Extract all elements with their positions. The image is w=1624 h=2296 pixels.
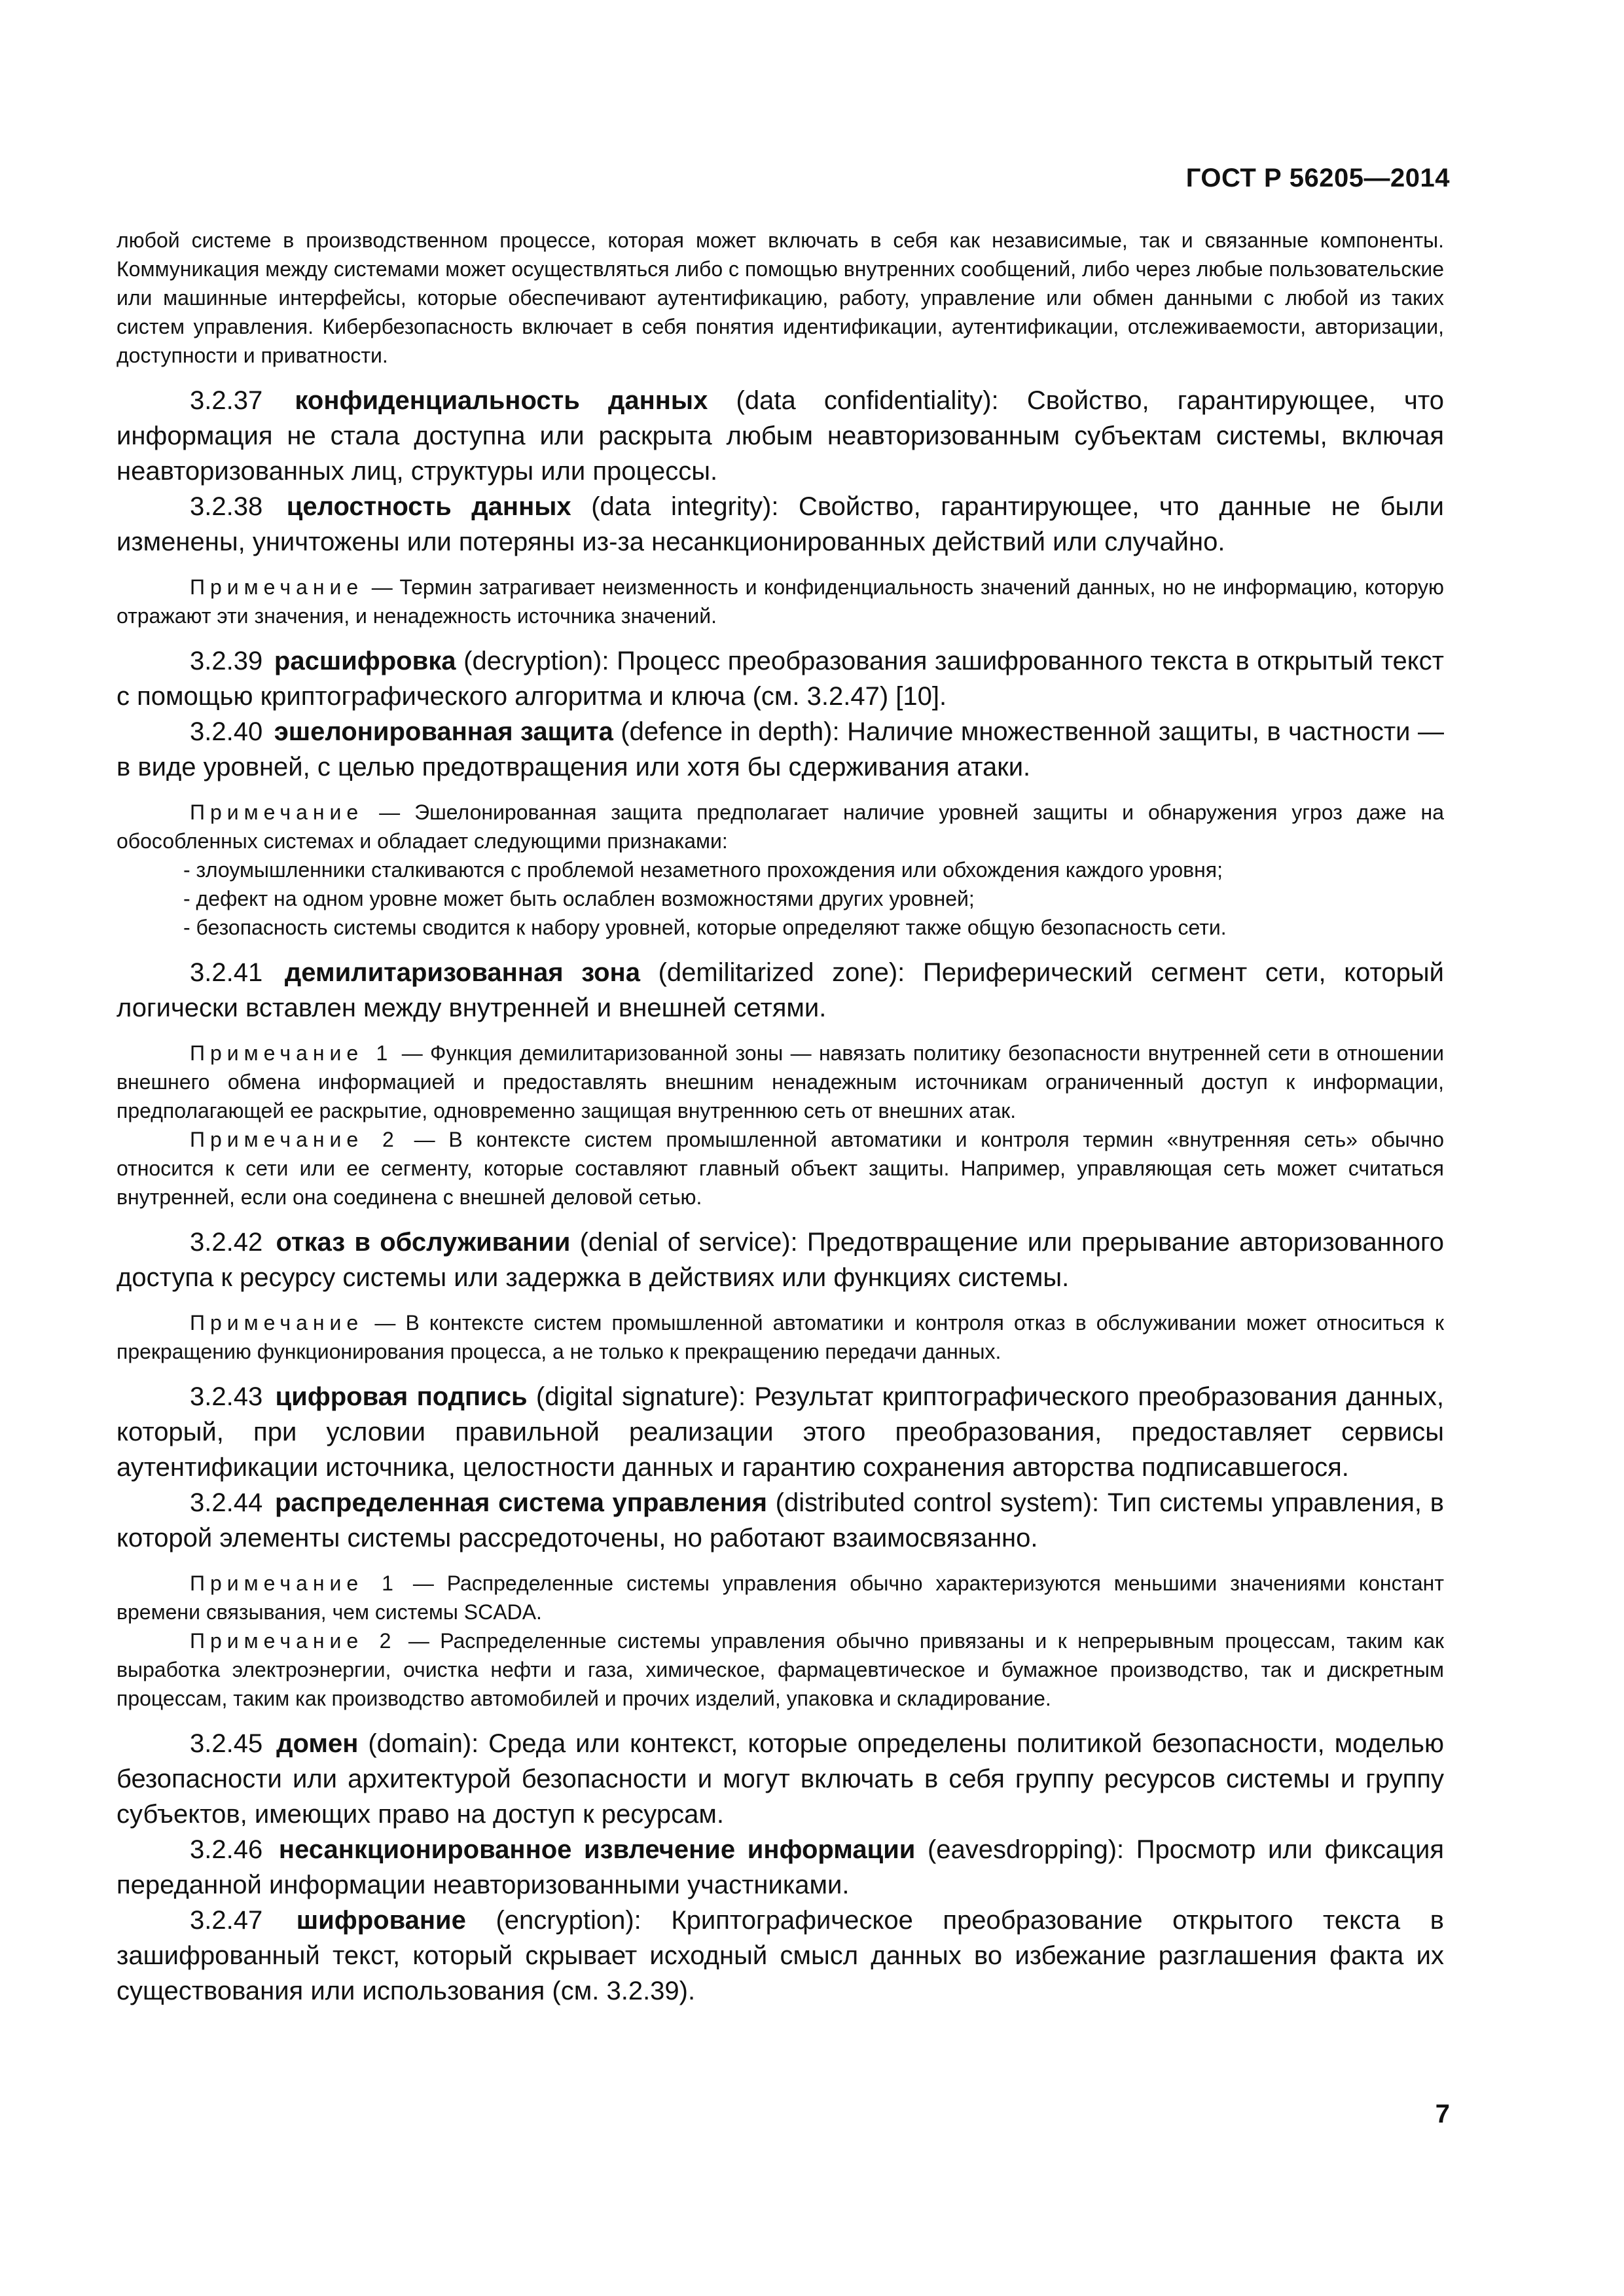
list-item: - злоумышленники сталкиваются с проблемой незаметного прохождения или обхождения каждого уровня; [183,858,1223,882]
term-name: целостность данных [286,492,571,521]
standard-header: ГОСТ Р 56205—2014 [1185,164,1450,192]
note-label: Примечание 2 [190,1128,399,1151]
page-body [117,226,1444,2009]
note-3-2-40 [117,798,1444,855]
term-name: распределенная система управления [274,1488,767,1517]
note-label: Примечание [190,575,364,599]
term-name: демилитаризованная зона [284,958,640,987]
term-number: 3.2.40 [190,717,263,746]
term-name: цифровая подпись [275,1382,528,1411]
term-number: 3.2.43 [190,1382,263,1411]
note-text: — В контексте систем промышленной автоматики и контроля отказ в обслуживании может относиться к прекращению функционирования процесса, а не только к прекращению передачи данных. [117,1311,1444,1363]
term-3-2-47 [117,1903,1444,2009]
term-number: 3.2.44 [190,1488,263,1517]
term-definition: (data integrity): Свойство, гарантирующее, что данные не были изменены, уничтожены или потеряны из-за несанкционированных действий или случайно. [117,492,1444,556]
term-3-2-38 [117,489,1444,560]
term-3-2-44 [117,1485,1444,1556]
note-3-2-38 [117,573,1444,630]
term-name: отказ в обслуживании [276,1228,571,1257]
term-definition: (data confidentiality): Свойство, гарантирующее, что информация не стала доступна или раскрыта любым неавторизованным субъектам системы, включая неавторизованных лиц, структуры или процессы. [117,386,1444,486]
term-number: 3.2.37 [190,386,263,415]
term-definition: (distributed control system): Тип системы управления, в которой элементы системы рассредоточены, но работают взаимосвязанно. [117,1488,1444,1552]
term-name: несанкционированное извлечение информации [278,1835,916,1864]
intro-paragraph: любой системе в производственном процессе, которая может включать в себя как независимые, так и связанные компоненты. Коммуникация между системами может осуществляться либо с помощью внутренних сообщений, либо через любые пользовательские или машинные интерфейсы, которые обеспечивают аутентификацию, работу, управление или обмен данными с любой из таких систем управления. Кибербезопасность включает в себя понятия идентификации, аутентификации, отслеживаемости, авторизации, доступности и приватности. [117,228,1444,367]
note-text: — Функция демилитаризованной зоны — навязать политику безопасности внутренней сети в отношении внешнего обмена информацией и предоставлять внешним ненадежным источникам ограниченный доступ к информации, предполагающей ее раскрытие, одновременно защищая внутреннюю сеть от внешних атак. [117,1041,1445,1122]
term-3-2-41 [117,955,1444,1026]
term-name: эшелонированная защита [274,717,613,746]
note-1-3-2-44 [117,1569,1444,1626]
term-number: 3.2.46 [190,1835,263,1864]
term-3-2-46 [117,1832,1444,1903]
note-3-2-42 [117,1308,1444,1366]
term-3-2-37 [117,383,1444,489]
note-text: — Термин затрагивает неизменность и конфиденциальность значений данных, но не информацию, которую отражают эти значения, и ненадежность источника значений. [117,575,1444,628]
term-definition: (demilitarized zone): Периферический сегмент сети, который логически вставлен между внутренней и внешней сетями. [117,958,1444,1022]
term-definition: (denial of service): Предотвращение или прерывание авторизованного доступа к ресурсу системы или задержка в действиях или функциях системы. [117,1228,1444,1292]
term-3-2-42 [117,1225,1444,1295]
term-3-2-45 [117,1726,1444,1832]
term-3-2-43 [117,1379,1444,1485]
term-definition: (decryption): Процесс преобразования зашифрованного текста в открытый текст с помощью криптографического алгоритма и ключа (см. 3.2.47) [10]. [117,647,1444,711]
term-name: домен [276,1729,359,1758]
term-definition: (domain): Среда или контекст, которые определены политикой безопасности, моделью безопасности или архитектурой безопасности и могут включать в себя группу ресурсов системы и группу субъектов, имеющих право на доступ к ресурсам. [117,1729,1444,1829]
list-item: - дефект на одном уровне может быть ослаблен возможностями других уровней; [183,887,975,910]
term-number: 3.2.45 [190,1729,263,1758]
note-label: Примечание 1 [190,1041,393,1065]
term-3-2-40 [117,714,1444,785]
note-text: — Эшелонированная защита предполагает наличие уровней защиты и обнаружения угроз даже на обособленных системах и обладает следующими признаками: [117,800,1444,853]
term-3-2-39 [117,643,1444,714]
term-number: 3.2.38 [190,492,263,521]
term-definition: (encryption): Криптографическое преобразование открытого текста в зашифрованный текст, который скрывает исходный смысл данных во избежание разглашения факта их существования или использования (см. 3.2.39). [117,1906,1444,2005]
term-number: 3.2.47 [190,1906,263,1935]
note-label: Примечание [190,1311,364,1335]
note-label: Примечание [190,800,364,824]
note-2-3-2-44 [117,1626,1444,1713]
list-item: - безопасность системы сводится к набору уровней, которые определяют также общую безопасность сети. [183,916,1227,939]
term-name: расшифровка [274,647,456,675]
term-definition: (digital signature): Результат криптографического преобразования данных, который, при условии правильной реализации этого преобразования, предоставляет сервисы аутентификации источника, целостности данных и гарантию сохранения авторства подписавшегося. [117,1382,1444,1482]
term-name: конфиденциальность данных [295,386,708,415]
term-number: 3.2.42 [190,1228,263,1257]
page-number: 7 [1435,2100,1450,2128]
term-number: 3.2.39 [190,647,263,675]
note-text: — Распределенные системы управления обычно характеризуются меньшими значениями констант времени связывания, чем системы SCADA. [117,1571,1445,1624]
note-1-3-2-41 [117,1039,1444,1125]
note-text: — Распределенные системы управления обычно привязаны и к непрерывным процессам, таким как выработка электроэнергии, очистка нефти и газа, химическое, фармацевтическое и бумажное производство, так и дискретным процессам, таким как производство автомобилей и прочих изделий, упаковка и складирование. [117,1629,1445,1710]
term-name: шифрование [296,1906,466,1935]
note-2-3-2-41 [117,1125,1444,1211]
note-label: Примечание 1 [190,1571,399,1595]
term-definition: (defence in depth): Наличие множественной защиты, в частности — в виде уровней, с целью предотвращения или хотя бы сдерживания атаки. [117,717,1444,781]
note-label: Примечание 2 [190,1629,397,1653]
term-definition: (eavesdropping): Просмотр или фиксация переданной информации неавторизованными участниками. [117,1835,1444,1899]
note-text: — В контексте систем промышленной автоматики и контроля термин «внутренняя сеть» обычно относится к сети или ее сегменту, которые составляют главный объект защиты. Например, управляющая сеть может считаться внутренней, если она соединена с внешней деловой сетью. [117,1128,1445,1209]
term-number: 3.2.41 [190,958,263,987]
